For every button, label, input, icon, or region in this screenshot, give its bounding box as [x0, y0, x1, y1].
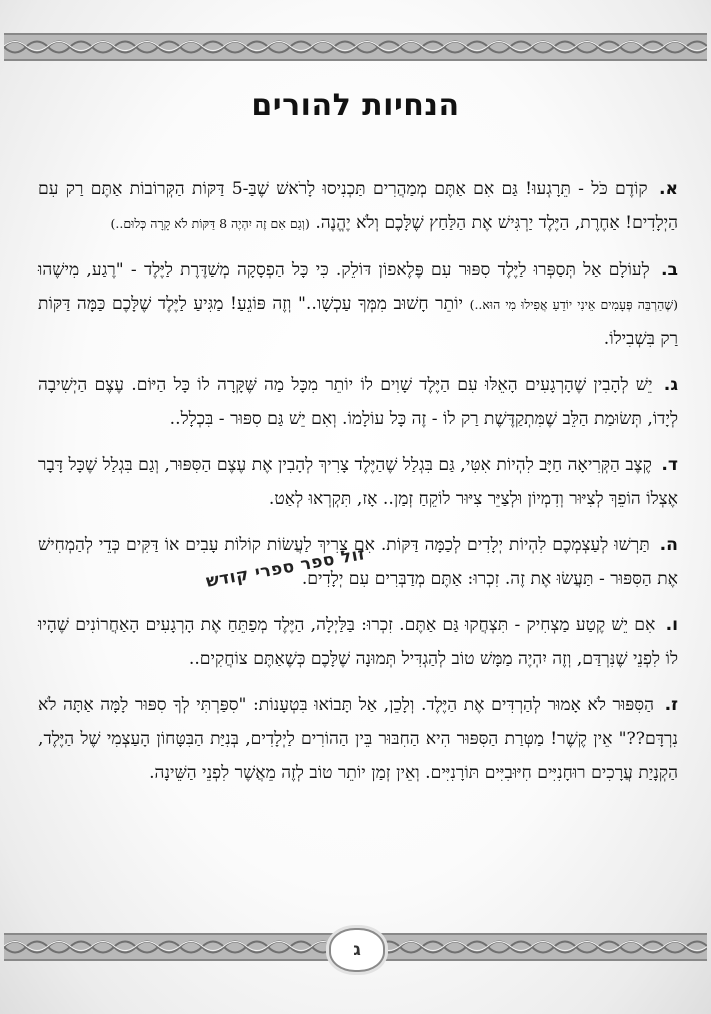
page-title: הנחיות להורים	[251, 88, 460, 123]
paragraph-text: תַּרְשׁוּ לְעַצְמְכֶם לִהְיוֹת יְלָדִים לְכַמָּה דַּקּוֹת. אִם צָרִיךְ לַעֲשׂוֹת קוֹלוֹת עָבִים אוֹ דַּקִּים כְּדֵי לְהַמְחִישׁ אֶת הַסִּפּוּר - תַּעֲשׂוּ אֶת זֶה. זִכְרוּ: אַתֶּם מְדַבְּרִים עִם יְלָדִים.	[38, 535, 678, 589]
paragraph-text: אִם יֵשׁ קֶטַע מַצְחִיק - תִּצְחֲקוּ גַּם אַתֶּם. זִכְרוּ: בַּלַּיְלָה, הַיֶּלֶד מְפַתֵּחַ אֶת הָרְגָעִים הָאַחֲרוֹנִים שֶׁהָיוּ לוֹ לִפְנֵי שֶׁנִּרְדַּם, וְזֶה יִהְיֶה מַמָּשׁ טוֹב לְהַגְדִּיל תְּמוּנָה שֶׁלָּכֶם כְּשֶׁאַתֶּם צוֹחֲקִים..	[38, 615, 678, 669]
top-border-ornament	[4, 32, 707, 62]
paragraph-label: ו.	[665, 615, 678, 635]
paragraph-note: (וְגַם אִם זֶה יִהְיֶה 8 דַּקּוֹת לֹא קָרָה כְּלוּם..)	[110, 216, 310, 231]
paragraph-bet	[38, 253, 678, 356]
paragraph-text: לְעוֹלָם אַל תְּסַפְּרוּ לַיֶּלֶד סִפּוּר עִם פֶּלֶאפוֹן דּוֹלֵק. כִּי כָּל הַפְסָקָה מְשַׁדֶּרֶת לַיֶּלֶד - "רֶגַע, מִישֶׁהוּ	[38, 260, 650, 280]
paragraph-text: יֵשׁ לְהָבִין שֶׁהָרְגָעִים הָאֵלּוּ עִם הַיֶּלֶד שָׁוִים לוֹ יוֹתֵר מִכָּל מַה שֶּׁקָּרָה לוֹ כָּל הַיּוֹם. עֶצֶם הַיְשִׁיבָה לְיָדוֹ, תְּשׂוּמַת הַלֵּב שֶׁמִּתְקַדֶּשֶׁת רַק לוֹ - זֶה כָּל עוֹלָמוֹ. וְאִם יֵשׁ גַּם סִפּוּר - בִּכְלָל..	[38, 375, 678, 429]
paragraph-note: (שֶׁהַרְבֵּה פְּעָמִים אֵינִי יוֹדֵעַ אֲפִילוּ מִי הוּא..)	[469, 297, 678, 312]
paragraph-text: קֶצֶב הַקְּרִיאָה חַיָּב לִהְיוֹת אִטִּי, גַּם בִּגְלַל שֶׁהַיֶּלֶד צָרִיךְ לְהָבִין אֶת עֶצֶם הַסִּפּוּר, וְגַם בִּגְלַל שֶׁכָּל דָּבָר אֶצְלוֹ הוֹפֵךְ לְצִיּוּר וְדִמְיוֹן וּלְצַיֵּר צִיּוּר לוֹקֵחַ זְמַן.. אָז, תִּקְרְאוּ לְאַט.	[38, 455, 678, 509]
paragraph-label: ג.	[663, 375, 679, 395]
paragraph-label: ד.	[661, 455, 679, 475]
guidelines-body	[38, 172, 678, 802]
paragraph-text: הַסִּפּוּר לֹא אָמוּר לְהַרְדִּים אֶת הַיֶּלֶד. וְלָכֵן, אַל תָּבוֹאוּ בִּטְעָנוֹת: "סִפַּרְתִּי לְךָ סִפּוּר לָמָּה אַתָּה לֹא נִרְדָּם??" אֵין קֶשֶׁר! מַטְּרַת הַסִּפּוּר הִיא הַחִבּוּר בֵּין הַהוֹרִים לַיְלָדִים, בְּנִיַּת הַבִּטָּחוֹן הָעַצְמִי שֶׁל הַיֶּלֶד, הַקְנָיַת עֲרָכִים רוּחָנִיִּים חִיּוּבִיִּים תּוֹרָנִיִּים. וְאֵין זְמַן יוֹתֵר טוֹב לְזֶה מֵאֲשֶׁר לִפְנֵי הַשֵּׁינָה.	[38, 695, 678, 783]
paragraph-label: ה.	[659, 535, 678, 555]
paragraph-gimel	[38, 368, 678, 436]
paragraph-zayin	[38, 688, 678, 790]
watermark-stamp: זול ספר ספרי קודש	[204, 544, 367, 592]
paragraph-label: א.	[658, 179, 678, 199]
paragraph-dalet	[38, 448, 678, 516]
paragraph-label: ז.	[664, 695, 679, 715]
paragraph-text-continued: יוֹתֵר חָשׁוּב מִמְּךָ עַכְשָׁו.." וְזֶה פּוֹגֵעַ! מַגִּיעַ לַיֶּלֶד שֶׁלָּכֶם כַּמָּה דַּקּוֹת רַק בִּשְׁבִילוֹ.	[38, 294, 678, 349]
paragraph-label: ב.	[660, 260, 678, 280]
page-number-badge: ג	[329, 928, 385, 972]
paragraph-vav	[38, 608, 678, 676]
paragraph-text: קוֹדֶם כֹּל - תֵּרָגְעוּ! גַּם אִם אַתֶּם מְמַהֲרִים תַּכְנִיסוּ לָרֹאשׁ שֶׁבַּ-5 דַּקּוֹת הַקְּרוֹבוֹת אַתֶּם רַק עִם הַיְלָדִים! אַחֶרֶת, הַיֶּלֶד יַרְגִּישׁ אֶת הַלַּחַץ שֶׁלָּכֶם וְלֹא יֶהֱנֶה.	[38, 179, 678, 233]
paragraph-alef	[38, 172, 678, 241]
